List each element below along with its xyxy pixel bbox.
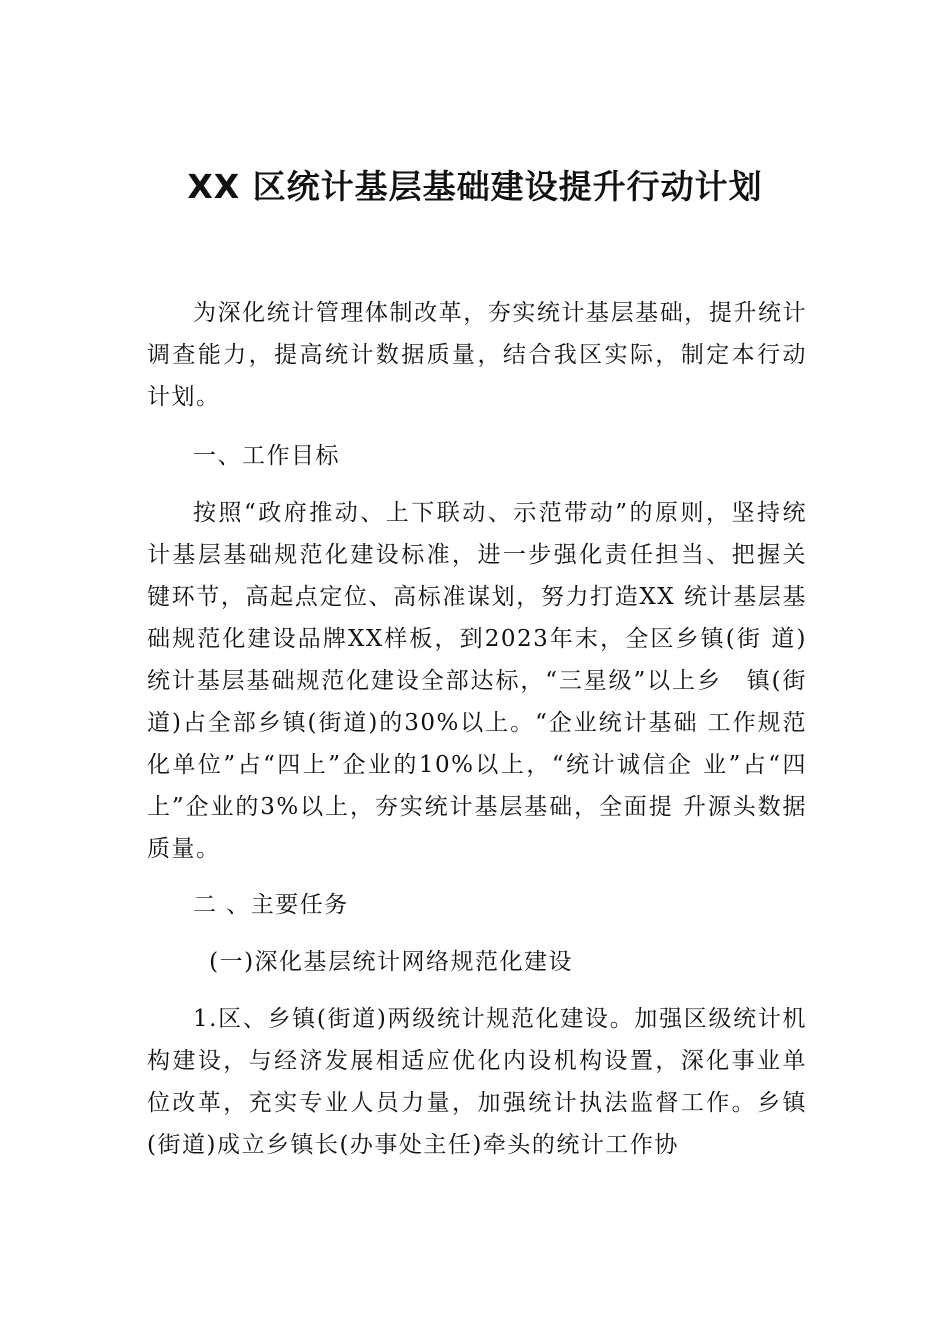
- intro-paragraph: 为深化统计管理体制改革，夯实统计基层基础，提升统计调查能力，提高统计数据质量，结合我区实际，制定本行动计划。: [147, 300, 807, 410]
- goals-paragraph: 按照“政府推动、上下联动、示范带动”的原则，坚持统计基层基础规范化建设标准，进一步强化责任担当、把握关键环节，高起点定位、高标准谋划，努力打造XX 统计基层基础规范化建设品牌XX样板，到2023年末，全区乡镇(街 道)统计基层基础规范化建设全部达标，“三星级”以上乡 镇(街道)占全部乡镇(街道)的30%以上。“企业统计基础 工作规范化单位”占“四上”企业的10%以上，“统计诚信企 业”占“四上”企业的3%以上，夯实统计基层基础，全面提 升源头数据质量。: [147, 500, 807, 862]
- section-heading-tasks: 二 、主要任务: [193, 892, 349, 918]
- document-title: XX 区统计基层基础建设提升行动计划: [187, 167, 763, 206]
- section-heading-goals: 一、工作目标: [193, 443, 340, 469]
- subsection-heading-network: (一)深化基层统计网络规范化建设: [209, 949, 574, 975]
- document-body: [147, 292, 807, 1183]
- item-paragraph-1: 1.区、乡镇(街道)两级统计规范化建设。加强区级统计机构建设，与经济发展相适应优化内设机构设置，深化事业单位改革，充实专业人员力量，加强统计执法监督工作。乡镇(街道)成立乡镇长(办事处主任)牵头的统计工作协: [147, 1006, 807, 1158]
